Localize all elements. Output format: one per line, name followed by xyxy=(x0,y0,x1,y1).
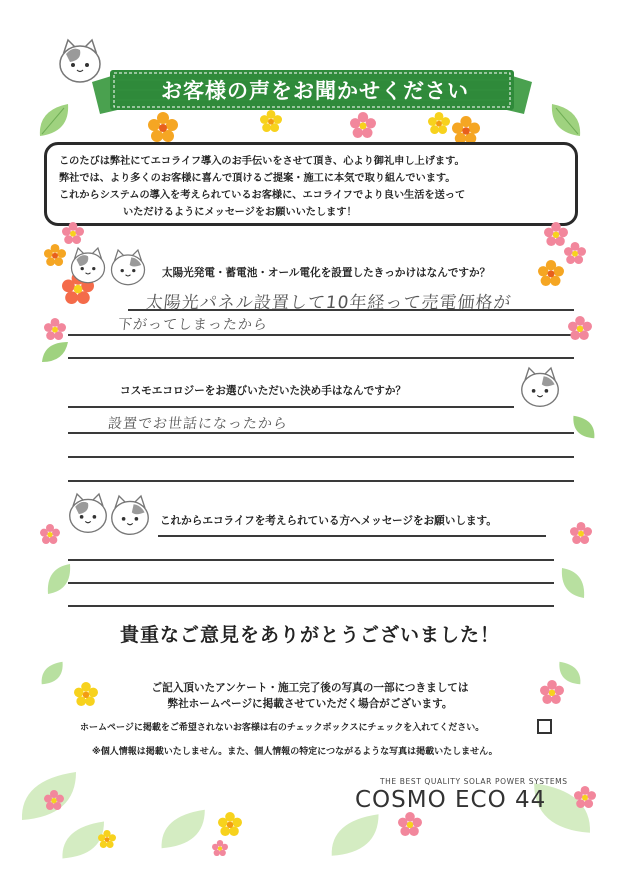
privacy-note: ※個人情報は掲載いたしません。また、個人情報の特定につながるような写真は掲載いたしません。 xyxy=(92,747,498,757)
intro-line: このたびは弊社にてエコライフ導入のお手伝いをさせて頂き、心より御礼申し上げます。 xyxy=(59,156,465,167)
answer-rule xyxy=(68,605,554,607)
checkbox-label: ホームページに掲載をご希望されないお客様は右のチェックボックスにチェックを入れてください。 xyxy=(80,723,485,733)
leaf-icon xyxy=(330,812,382,858)
intro-line: いただけるようにメッセージをお願いいたします！ xyxy=(123,207,357,218)
answer-rule xyxy=(68,456,574,458)
leaf-icon xyxy=(560,566,586,600)
leaf-icon xyxy=(46,562,72,596)
answer-rule xyxy=(68,357,574,359)
notice-line: ご記入頂いたアンケート・施工完了後の写真の一部につきましては xyxy=(151,682,469,694)
cat-icon xyxy=(108,250,148,288)
cat-icon xyxy=(68,248,108,286)
leaf-icon xyxy=(570,414,596,440)
flower-icon xyxy=(212,840,228,856)
flower-icon xyxy=(564,242,586,264)
flower-icon xyxy=(74,682,98,706)
flower-icon xyxy=(428,112,450,134)
answer-rule xyxy=(68,432,574,434)
brand-tagline: THE BEST QUALITY SOLAR POWER SYSTEMS xyxy=(380,777,568,786)
brand-logo: COSMO ECO 44 xyxy=(355,787,547,813)
answer-rule xyxy=(68,334,574,336)
answer-rule xyxy=(128,309,574,311)
cat-icon xyxy=(108,496,152,538)
flower-icon xyxy=(218,812,242,836)
page-title: お客様の声をお聞かせください xyxy=(161,79,469,103)
flower-icon xyxy=(148,112,178,142)
cat-icon xyxy=(518,368,562,410)
flower-icon xyxy=(44,318,66,340)
flower-icon xyxy=(452,116,480,144)
flower-icon xyxy=(398,812,422,836)
answer-2-line-1: 設置でお世話になったから xyxy=(107,416,289,432)
answer-1-line-2: 下がってしまったから xyxy=(117,317,269,333)
flower-icon xyxy=(568,316,592,340)
question-2: コスモエコロジーをお選びいただいた決め手はなんですか？ xyxy=(120,385,407,397)
question-3 xyxy=(160,513,497,528)
question-1: 太陽光発電・蓄電池・オール電化を設置したきっかけはなんですか？ xyxy=(162,267,491,279)
flower-icon xyxy=(574,786,596,808)
intro-line: これからシステムの導入を考えられているお客様に、エコライフでより良い生活を送って xyxy=(59,190,466,201)
leaf-icon xyxy=(38,102,72,138)
leaf-icon xyxy=(160,806,208,852)
intro-line: 弊社では、より多くのお客様に喜んで頂けるご提案・施工に本気で取り組んでいます。 xyxy=(59,173,456,184)
flower-icon xyxy=(44,244,66,266)
publication-notice xyxy=(100,680,520,712)
leaf-icon xyxy=(40,660,66,686)
answer-rule xyxy=(68,480,574,482)
answer-rule xyxy=(68,582,554,584)
intro-message-box xyxy=(44,142,578,226)
notice-line: 弊社ホームページに掲載させていただく場合がございます。 xyxy=(167,698,453,710)
answer-rule xyxy=(68,559,554,561)
leaf-icon xyxy=(548,102,582,138)
flower-icon xyxy=(540,680,564,704)
question-3-text: これからエコライフを考えられている方へメッセージをお願いします。 xyxy=(160,515,497,527)
answer-rule xyxy=(158,535,546,537)
answer-rule xyxy=(68,406,514,408)
flower-icon xyxy=(98,830,116,848)
flower-icon xyxy=(538,260,564,286)
thanks-heading: 貴重なご意見をありがとうございました！ xyxy=(119,624,500,646)
flower-icon xyxy=(62,222,84,244)
flower-icon xyxy=(350,112,376,138)
leaf-icon xyxy=(40,340,70,364)
cat-icon xyxy=(66,494,110,536)
flower-icon xyxy=(570,522,592,544)
answer-1-line-1: 太陽光パネル設置して10年経って売電価格が xyxy=(144,293,513,313)
no-publish-checkbox[interactable] xyxy=(537,719,552,734)
flower-icon xyxy=(40,524,60,544)
flower-icon xyxy=(44,790,64,810)
flower-icon xyxy=(260,110,282,132)
